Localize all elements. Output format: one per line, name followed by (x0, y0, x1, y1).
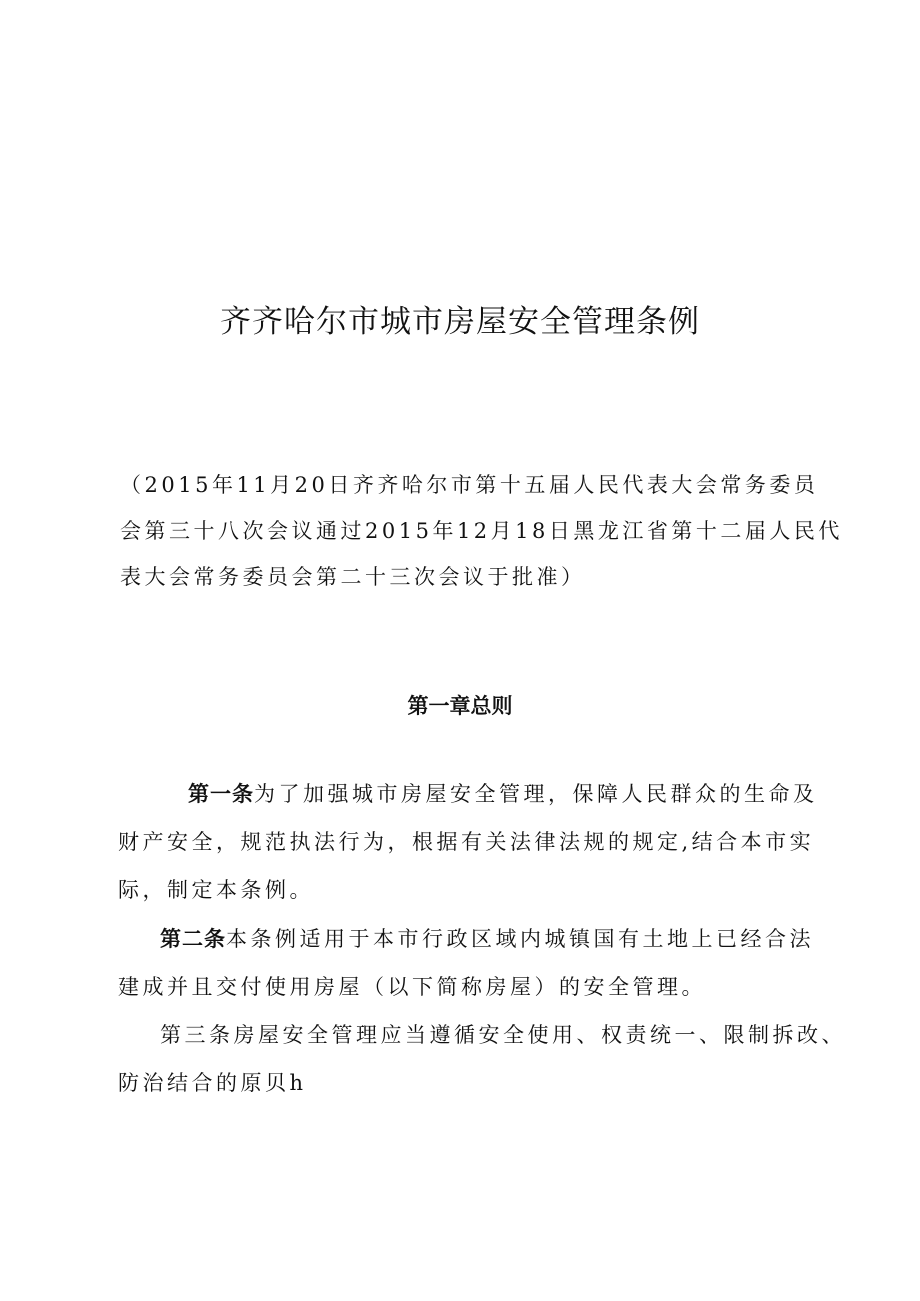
article-1-line: 财产安全，规范执法行为，根据有关法律法规的规定,结合本市实 (118, 830, 815, 854)
article-2-text: 本条例适用于本市行政区域内城镇国有土地上已经合法 (226, 927, 814, 951)
chapter-heading: 第一章总则 (407, 694, 513, 718)
article-1-text: 为了加强城市房屋安全管理，保障人民群众的生命及 (254, 782, 818, 806)
article-3 (118, 1011, 846, 1107)
article-2-lead: 第二条 (160, 927, 226, 951)
article-3-line: 防治结合的原贝h (118, 1071, 307, 1095)
article-2-line: 建成并且交付使用房屋（以下简称房屋）的安全管理。 (118, 975, 706, 999)
article-1-line (118, 770, 818, 818)
adoption-note-line: 表大会常务委员会第二十三次会议于批准） (120, 565, 586, 589)
adoption-note (120, 462, 843, 600)
article-2 (118, 915, 818, 1011)
adoption-note-line: 会第三十八次会议通过2015年12月18日黑龙江省第十二届人民代 (120, 519, 843, 543)
article-1-lead: 第一条 (188, 782, 254, 806)
article-1 (118, 770, 818, 914)
article-1-line: 际，制定本条例。 (118, 878, 314, 902)
document-title: 齐齐哈尔市城市房屋安全管理条例 (220, 304, 700, 340)
adoption-note-line: （2015年11月20日齐齐哈尔市第十五届人民代表大会常务委员 (120, 473, 819, 497)
article-2-line (118, 915, 818, 963)
article-3-line: 第三条房屋安全管理应当遵循安全使用、权责统一、限制拆改、 (160, 1023, 846, 1047)
